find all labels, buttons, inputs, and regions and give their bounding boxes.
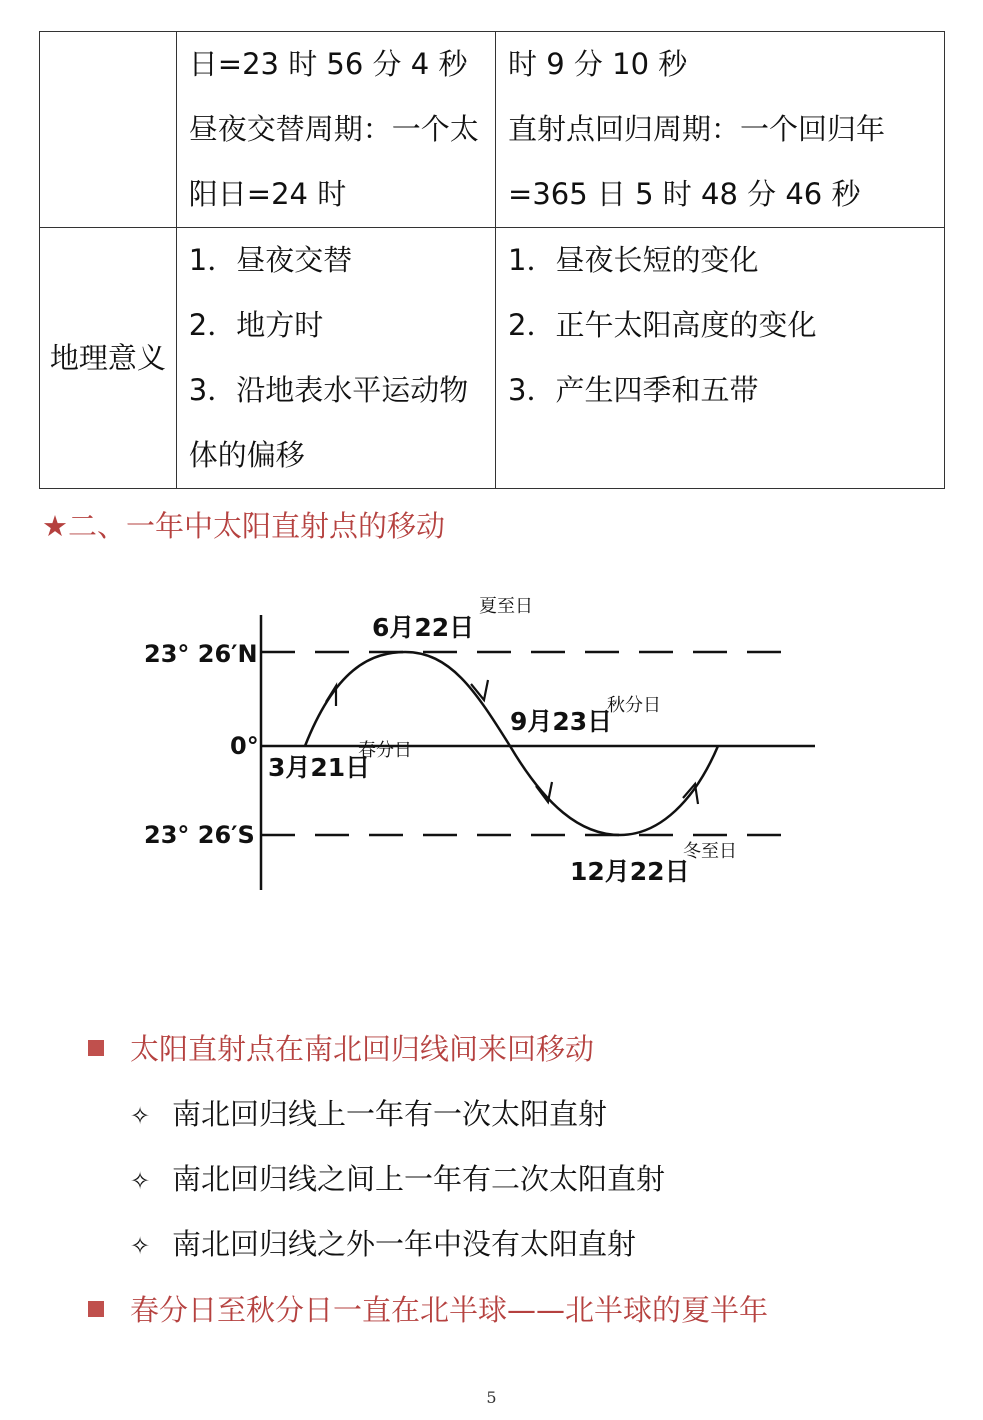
cell-line: 1．昼夜交替 (188, 243, 353, 277)
bullet-sub-text: 南北回归线上一年有一次太阳直射 (172, 1097, 608, 1131)
term-label-spring: 春分日 (358, 740, 412, 761)
bullet-main-text: 春分日至秋分日一直在北半球——北半球的夏半年 (130, 1293, 769, 1327)
page-number: 5 (486, 1388, 497, 1407)
table-row-meaning (40, 228, 945, 489)
cell-line: 2．正午太阳高度的变化 (508, 308, 817, 342)
lat-equator-label: 0° (230, 732, 259, 760)
row-header-period (40, 32, 177, 228)
square-bullet-icon (88, 1301, 104, 1317)
sparkle-bullet-icon: ✧ (130, 1167, 151, 1195)
bullet-sub (130, 1092, 607, 1133)
cell-line: 时 9 分 10 秒 (508, 47, 688, 81)
date-label-autumn: 9月23日 (510, 707, 613, 736)
table-row-period (40, 32, 945, 228)
bullet-main (88, 1027, 594, 1068)
date-label-summer: 6月22日 (372, 613, 475, 642)
cell-line: 昼夜交替周期：一个太 (188, 112, 479, 146)
revolution-period-cell (496, 32, 945, 228)
revolution-meaning-cell (496, 228, 945, 489)
bullet-sub-text: 南北回归线之间上一年有二次太阳直射 (172, 1162, 666, 1196)
lat-south-label: 23° 26′S (144, 821, 255, 849)
arrow-icon (326, 686, 336, 706)
rotation-meaning-cell (176, 228, 495, 489)
cell-line: 2．地方时 (188, 308, 324, 342)
sparkle-bullet-icon: ✧ (130, 1232, 151, 1260)
cell-line: 1．昼夜长短的变化 (508, 243, 759, 277)
row-header-meaning: 地理意义 (40, 228, 177, 489)
cell-line: 直射点回归周期：一个回归年 (508, 112, 886, 146)
arrow-icon (536, 782, 552, 802)
sparkle-bullet-icon: ✧ (130, 1102, 151, 1130)
cell-line: 日=23 时 56 分 4 秒 (188, 47, 468, 81)
bullet-sub (130, 1222, 636, 1263)
square-bullet-icon (88, 1040, 104, 1056)
bullet-main (88, 1288, 768, 1329)
term-label-summer: 夏至日 (479, 596, 533, 617)
cell-line: =365 日 5 时 48 分 46 秒 (508, 177, 861, 211)
cell-line: 阳日=24 时 (188, 177, 347, 211)
bullet-main-text: 太阳直射点在南北回归线间来回移动 (130, 1032, 595, 1066)
cell-line: 3．沿地表水平运动物 (188, 373, 469, 407)
bullet-sub (130, 1157, 665, 1198)
date-label-spring: 3月21日 (268, 753, 371, 782)
subsolar-point-diagram (130, 590, 830, 900)
comparison-table (39, 31, 945, 489)
date-label-winter: 12月22日 (570, 857, 690, 886)
section-title: ★二、一年中太阳直射点的移动 (42, 509, 445, 543)
cell-line: 体的偏移 (188, 438, 305, 472)
term-label-autumn: 秋分日 (607, 695, 661, 716)
term-label-winter: 冬至日 (683, 841, 737, 862)
rotation-period-cell (176, 32, 495, 228)
arrow-icon (471, 680, 488, 700)
lat-north-label: 23° 26′N (144, 640, 258, 668)
bullet-sub-text: 南北回归线之外一年中没有太阳直射 (172, 1227, 637, 1261)
cell-line: 3．产生四季和五带 (508, 373, 759, 407)
